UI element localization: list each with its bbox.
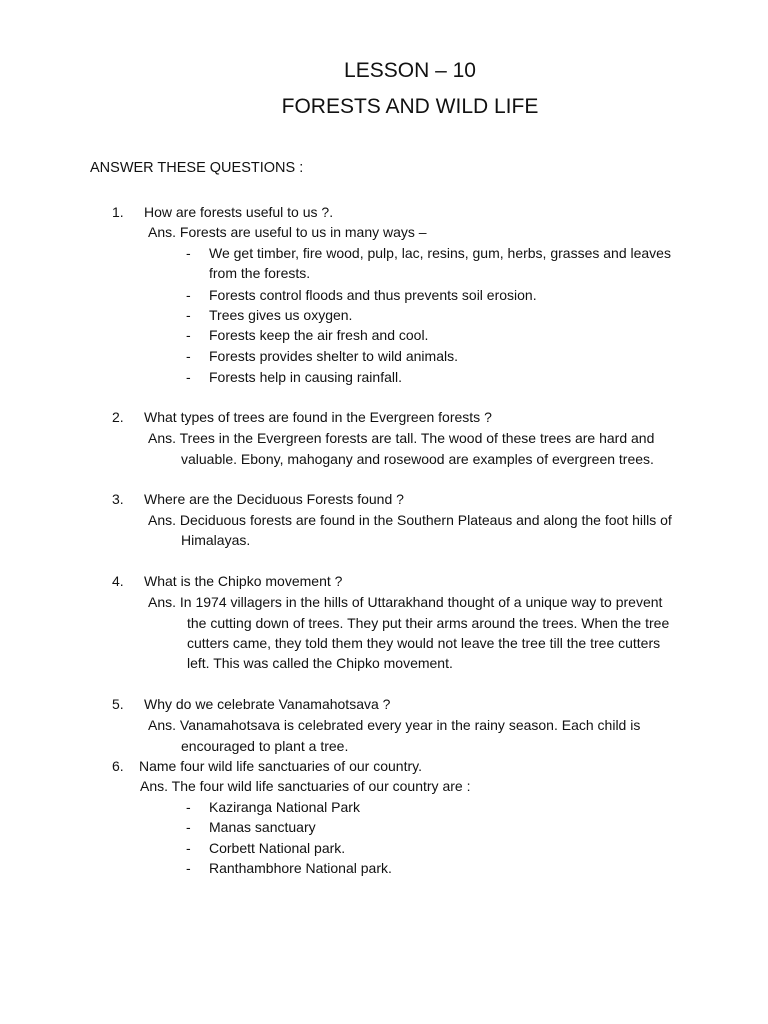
sanctuary-list-item: Corbett National park. (209, 840, 346, 856)
bullet-dash: - (186, 860, 191, 876)
question-text: Where are the Deciduous Forests found ? (144, 491, 404, 507)
answer-text: Ans. Trees in the Evergreen forests are tall. The wood of these trees are hard and (148, 430, 655, 446)
question-text: How are forests useful to us ?. (144, 204, 334, 220)
bullet-dash: - (186, 327, 191, 343)
sanctuary-list-item: Ranthambhore National park. (209, 860, 392, 876)
answer-text: Himalayas. (181, 532, 251, 548)
lesson-number-title: LESSON – 10 (344, 59, 476, 82)
bullet-dash: - (186, 369, 191, 385)
question-number: 6. (112, 758, 124, 774)
answer-text: Ans. Forests are useful to us in many ways – (148, 224, 427, 240)
answer-bullet: Forests keep the air fresh and cool. (209, 327, 429, 343)
answer-bullet: Forests help in causing rainfall. (209, 369, 402, 385)
bullet-dash: - (186, 348, 191, 364)
bullet-dash: - (186, 840, 191, 856)
question-number: 4. (112, 573, 124, 589)
answer-text: valuable. Ebony, mahogany and rosewood are examples of evergreen trees. (181, 451, 654, 467)
answer-text: Ans. In 1974 villagers in the hills of Uttarakhand thought of a unique way to prevent (148, 594, 663, 610)
question-number: 2. (112, 409, 124, 425)
question-text: Name four wild life sanctuaries of our country. (139, 758, 422, 774)
question-number: 5. (112, 696, 124, 712)
bullet-dash: - (186, 245, 191, 261)
question-text: Why do we celebrate Vanamahotsava ? (144, 696, 391, 712)
answer-bullet: Forests control floods and thus prevents soil erosion. (209, 287, 537, 303)
sanctuary-list-item: Kaziranga National Park (209, 799, 360, 815)
question-text: What is the Chipko movement ? (144, 573, 343, 589)
answer-bullet-continuation: from the forests. (209, 265, 311, 281)
bullet-dash: - (186, 819, 191, 835)
answer-bullet: Forests provides shelter to wild animals. (209, 348, 458, 364)
answer-text: Ans. Vanamahotsava is celebrated every year in the rainy season. Each child is (148, 717, 641, 733)
answer-text: cutters came, they told them they would not leave the tree till the tree cutters (187, 635, 661, 651)
sanctuary-list-item: Manas sanctuary (209, 819, 316, 835)
answer-text: encouraged to plant a tree. (181, 738, 349, 754)
section-heading: ANSWER THESE QUESTIONS : (90, 160, 304, 176)
answer-text: Ans. Deciduous forests are found in the Southern Plateaus and along the foot hills of (148, 512, 672, 528)
answer-bullet: We get timber, fire wood, pulp, lac, resins, gum, herbs, grasses and leaves (209, 245, 671, 261)
bullet-dash: - (186, 287, 191, 303)
lesson-topic-title: FORESTS AND WILD LIFE (281, 95, 539, 118)
question-number: 3. (112, 491, 124, 507)
answer-text: the cutting down of trees. They put their arms around the trees. When the tree (187, 615, 670, 631)
question-number: 1. (112, 204, 124, 220)
question-text: What types of trees are found in the Evergreen forests ? (144, 409, 492, 425)
answer-bullet: Trees gives us oxygen. (209, 307, 353, 323)
answer-text: left. This was called the Chipko movement. (187, 655, 453, 671)
answer-text: Ans. The four wild life sanctuaries of our country are : (140, 778, 471, 794)
bullet-dash: - (186, 799, 191, 815)
bullet-dash: - (186, 307, 191, 323)
